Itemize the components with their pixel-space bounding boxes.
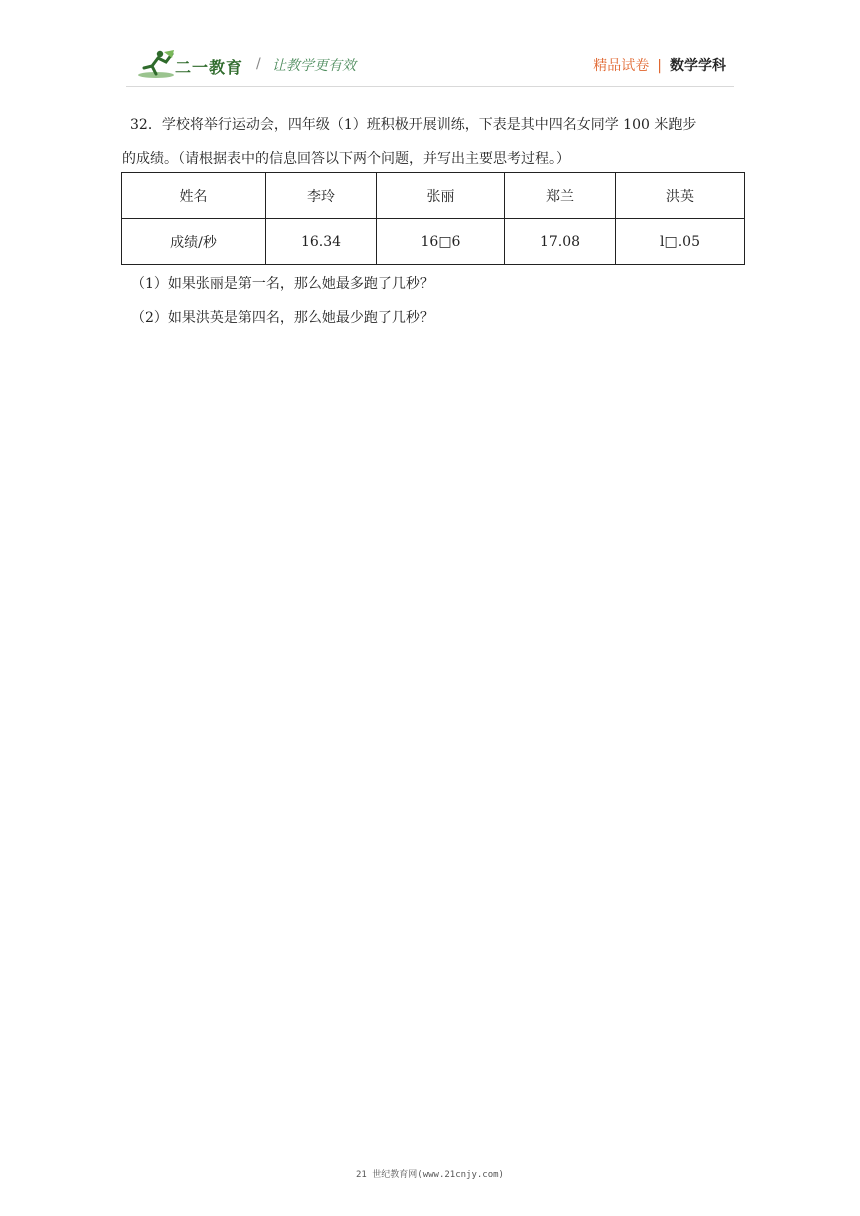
table-cell: 李玲	[266, 173, 377, 219]
slogan: 让教学更有效	[272, 58, 356, 74]
table-row	[122, 219, 745, 265]
question-text-line1: 32．学校将举行运动会，四年级（1）班积极开展训练，下表是其中四名女同学 100 米跑步	[130, 117, 697, 133]
paper-tag: 精品试卷	[593, 58, 650, 74]
table-cell: 16□6	[377, 219, 505, 265]
header-separator: |	[657, 58, 662, 74]
table-cell: 16.34	[266, 219, 377, 265]
scores-table	[121, 172, 745, 265]
table-cell: 张丽	[377, 173, 505, 219]
table-cell: 姓名	[122, 173, 266, 219]
header-right	[593, 55, 726, 75]
table-cell: 郑兰	[505, 173, 616, 219]
header-divider	[126, 86, 734, 87]
page-footer: 21 世纪教育网(www.21cnjy.com)	[356, 1170, 504, 1180]
slogan-divider: /	[256, 56, 261, 72]
brand-name: 二一教育	[175, 58, 244, 77]
table-cell: 洪英	[616, 173, 745, 219]
question-text-line2: 的成绩。（请根据表中的信息回答以下两个问题，并写出主要思考过程。）	[122, 151, 570, 167]
question-32	[122, 108, 742, 176]
subquestion-1: （1）如果张丽是第一名，那么她最多跑了几秒？	[131, 276, 434, 292]
table-header-row	[122, 173, 745, 219]
page-header	[0, 0, 860, 92]
subject-label: 数学学科	[670, 58, 726, 74]
subquestion-2: （2）如果洪英是第四名，那么她最少跑了几秒？	[131, 310, 434, 326]
table-cell: l□.05	[616, 219, 745, 265]
table-cell: 成绩/秒	[122, 219, 266, 265]
table-cell: 17.08	[505, 219, 616, 265]
